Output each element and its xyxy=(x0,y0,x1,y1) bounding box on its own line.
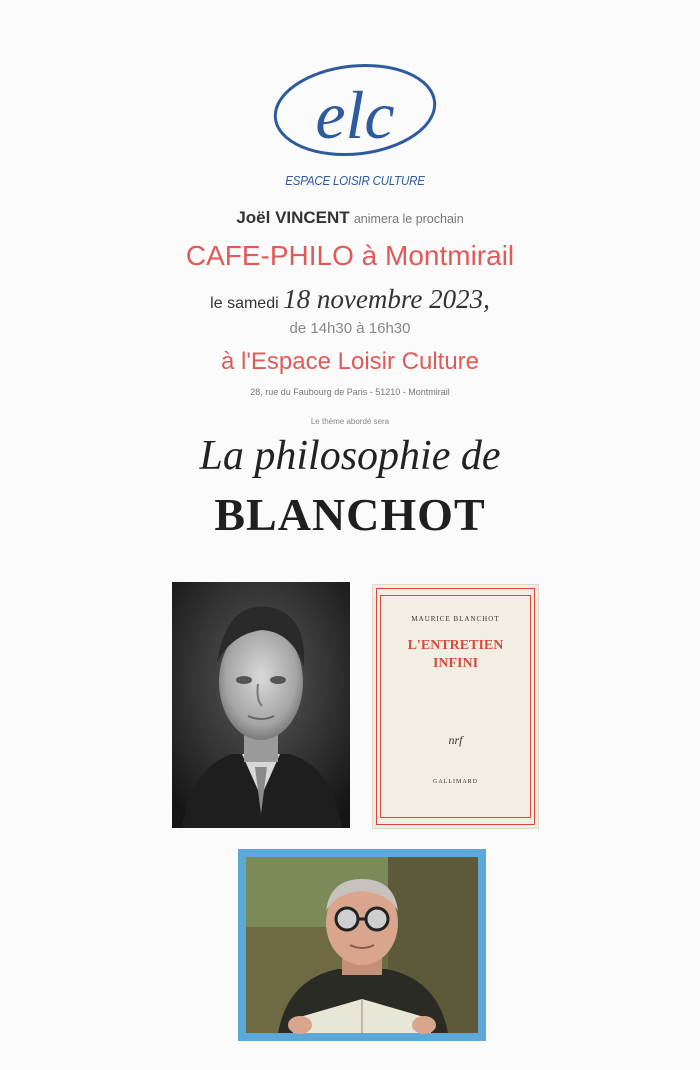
reading-photo xyxy=(238,849,486,1041)
date-prefix: le samedi xyxy=(210,295,279,312)
portrait-photo xyxy=(172,582,350,828)
book-cover xyxy=(373,585,538,828)
talk-title: La philosophie de xyxy=(199,433,501,479)
talk-subject: BLANCHOT xyxy=(214,489,486,540)
event-title: CAFE-PHILO à Montmirail xyxy=(185,240,515,271)
presenter-text: animera le prochain xyxy=(353,212,464,226)
venue-address: 28, rue du Faubourg de Paris - 51210 - Montmirail xyxy=(250,387,450,397)
book-title: L'ENTRETIEN INFINI xyxy=(407,638,504,671)
elc-logo xyxy=(270,58,440,190)
logo-caption: ESPACE LOISIR CULTURE xyxy=(285,174,425,188)
book-author: MAURICE BLANCHOT xyxy=(411,615,500,623)
date-line xyxy=(0,284,700,315)
book-publisher: GALLIMARD xyxy=(433,779,478,785)
presenter-name: Joël VINCENT xyxy=(236,208,350,227)
logo-letters: elc xyxy=(315,77,395,153)
book-imprint: nrf xyxy=(448,733,463,747)
date-value: 18 novembre 2023, xyxy=(283,284,490,314)
presenter-line xyxy=(0,208,700,228)
elc-logo-mark xyxy=(270,58,440,176)
theme-intro: Le thème abordé sera xyxy=(310,417,390,426)
venue-name: à l'Espace Loisir Culture xyxy=(220,348,480,375)
time-range: de 14h30 à 16h30 xyxy=(289,320,411,337)
